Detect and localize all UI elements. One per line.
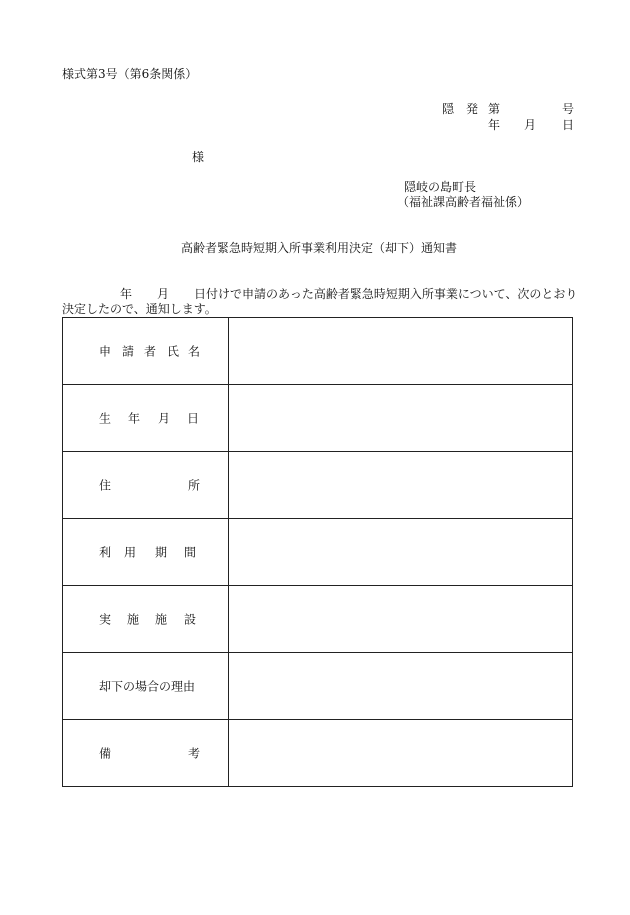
body-text: 日付けで申請のあった高齢者緊急時短期入所事業について、次のとおり: [194, 287, 578, 301]
applicant-name-label-char: 請: [122, 344, 135, 359]
remarks-value-cell[interactable]: [229, 720, 573, 787]
facility-label-char: 施: [127, 612, 140, 627]
document-title: 高齢者緊急時短期入所事業利用決定（却下）通知書: [181, 241, 458, 255]
rejection-reason-value-cell[interactable]: [229, 653, 573, 720]
table-row-facility: [63, 586, 573, 653]
table-row-birth-date: [63, 385, 573, 452]
applicant-name-label-cell: [63, 318, 229, 385]
body-year: 年: [120, 287, 133, 301]
birth-date-label-char: 月: [158, 411, 171, 426]
body-line-2: 決定したので、通知します。: [62, 302, 217, 316]
remarks-label-char: 考: [188, 746, 201, 761]
usage-period-value-cell[interactable]: [229, 519, 573, 586]
facility-label-char: 設: [184, 612, 197, 627]
birth-date-value-cell[interactable]: [229, 385, 573, 452]
applicant-name-label-char: 者: [144, 344, 157, 359]
birth-date-label-char: 日: [187, 411, 200, 426]
facility-label-char: 実: [99, 612, 112, 627]
body-line-1: [120, 288, 577, 300]
facility-value-cell[interactable]: [229, 586, 573, 653]
recipient-honorific: 様: [192, 150, 205, 164]
form-number: 様式第3号（第6条関係）: [62, 67, 198, 81]
remarks-label-char: 備: [99, 746, 112, 761]
issuer-department: （福祉課高齢者福祉係）: [397, 195, 530, 209]
birth-date-label-char: 生: [99, 411, 112, 426]
notice-dai: 第: [488, 102, 501, 116]
address-label-cell: [63, 452, 229, 519]
remarks-label-cell: [63, 720, 229, 787]
usage-period-label-char: 用: [124, 545, 137, 560]
body-month: 月: [157, 287, 170, 301]
notice-prefix: 隠 発: [442, 102, 479, 116]
address-label-char: 住: [99, 478, 112, 493]
rejection-reason-label: 却下の場合の理由: [99, 679, 196, 694]
usage-period-label-char: 期: [155, 545, 168, 560]
usage-period-label-cell: [63, 519, 229, 586]
table-row-usage-period: [63, 519, 573, 586]
table-row-address: [63, 452, 573, 519]
address-label-char: 所: [188, 478, 201, 493]
date-month: 月: [524, 118, 537, 132]
usage-period-label-char: 間: [184, 545, 197, 560]
application-table: [62, 317, 573, 787]
table-row-remarks: [63, 720, 573, 787]
usage-period-label-char: 利: [99, 545, 112, 560]
date-day: 日: [562, 118, 575, 132]
applicant-name-value-cell[interactable]: [229, 318, 573, 385]
rejection-reason-label-cell: [63, 653, 229, 720]
applicant-name-label-char: 氏: [167, 344, 180, 359]
birth-date-label-char: 年: [128, 411, 141, 426]
applicant-name-label-char: 申: [99, 344, 112, 359]
table-row-applicant-name: [63, 318, 573, 385]
table-row-rejection-reason: [63, 653, 573, 720]
birth-date-label-cell: [63, 385, 229, 452]
date-year: 年: [488, 118, 501, 132]
facility-label-cell: [63, 586, 229, 653]
facility-label-char: 施: [155, 612, 168, 627]
address-value-cell[interactable]: [229, 452, 573, 519]
issuer-name: 隠岐の島町長: [404, 180, 477, 194]
applicant-name-label-char: 名: [188, 344, 201, 359]
notice-go: 号: [562, 102, 575, 116]
